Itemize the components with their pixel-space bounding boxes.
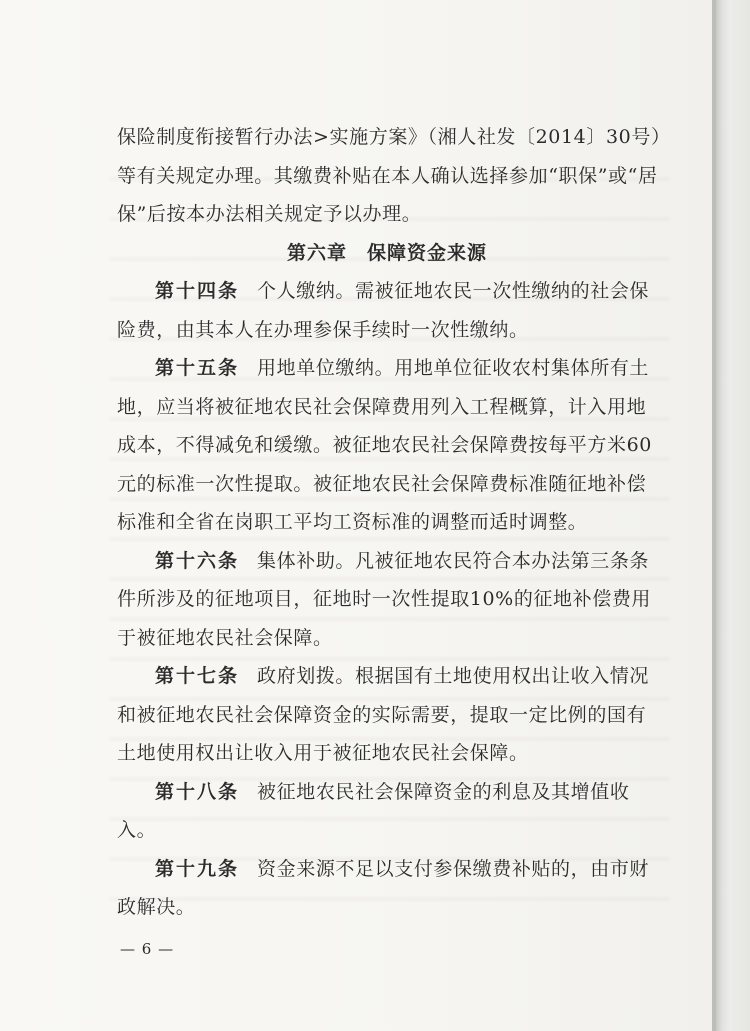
- article-text: 政府划拨。根据国有土地使用权出让收入情况: [257, 665, 650, 687]
- text-line: 于被征地农民社会保障。: [117, 626, 333, 649]
- article-label: 第十六条: [155, 549, 240, 572]
- text-line: 入。: [117, 819, 157, 841]
- article-label: 第十九条: [155, 857, 240, 880]
- text-line: 政解决。: [117, 896, 196, 918]
- scanner-edge: [716, 0, 750, 1031]
- article-19: [117, 850, 657, 889]
- chapter-heading: 第六章 保障资金来源: [286, 241, 487, 264]
- article-15: [117, 349, 657, 388]
- article-14: [117, 272, 657, 311]
- article-16: [117, 542, 657, 581]
- article-text: 个人缴纳。需被征地农民一次性缴纳的社会保: [257, 280, 650, 302]
- text-line: 等有关规定办理。其缴费补贴在本人确认选择参加“职保”或“居: [117, 164, 658, 187]
- article-text: 被征地农民社会保障资金的利息及其增值收: [257, 780, 630, 803]
- article-label: 第十八条: [155, 780, 240, 803]
- text-line: 标准和全省在岗职工平均工资标准的调整而适时调整。: [117, 511, 588, 533]
- article-label: 第十七条: [155, 665, 240, 687]
- text-line: 成本，不得减免和缓缴。被征地农民社会保障费按每平方米60: [117, 434, 652, 456]
- article-text: 用地单位缴纳。用地单位征收农村集体所有土: [257, 357, 650, 379]
- article-18: [117, 773, 657, 812]
- text-line: 和被征地农民社会保障资金的实际需要，提取一定比例的国有: [117, 703, 647, 726]
- text-line: 土地使用权出让收入用于被征地农民社会保障。: [117, 742, 529, 764]
- text-line: 保险制度衔接暂行办法>实施方案》（湘人社发〔2014〕30号）: [117, 126, 671, 148]
- text-line: 元的标准一次性提取。被征地农民社会保障费标准随征地补偿: [117, 472, 647, 495]
- text-line: 件所涉及的征地项目，征地时一次性提取10%的征地补偿费用: [117, 588, 652, 610]
- text-line: 保”后按本办法相关规定予以办理。: [117, 203, 422, 225]
- text-line: 险费，由其本人在办理参保手续时一次性缴纳。: [117, 318, 529, 341]
- page-number: — 6 —: [120, 940, 175, 958]
- article-text: 集体补助。凡被征地农民符合本办法第三条条: [257, 549, 650, 572]
- article-text: 资金来源不足以支付参保缴费补贴的，由市财: [257, 857, 650, 880]
- article-label: 第十五条: [155, 357, 240, 379]
- article-label: 第十四条: [155, 280, 240, 302]
- article-17: [117, 657, 657, 696]
- body-text: [117, 118, 671, 927]
- text-line: 地，应当将被征地农民社会保障费用列入工程概算，计入用地: [117, 395, 647, 418]
